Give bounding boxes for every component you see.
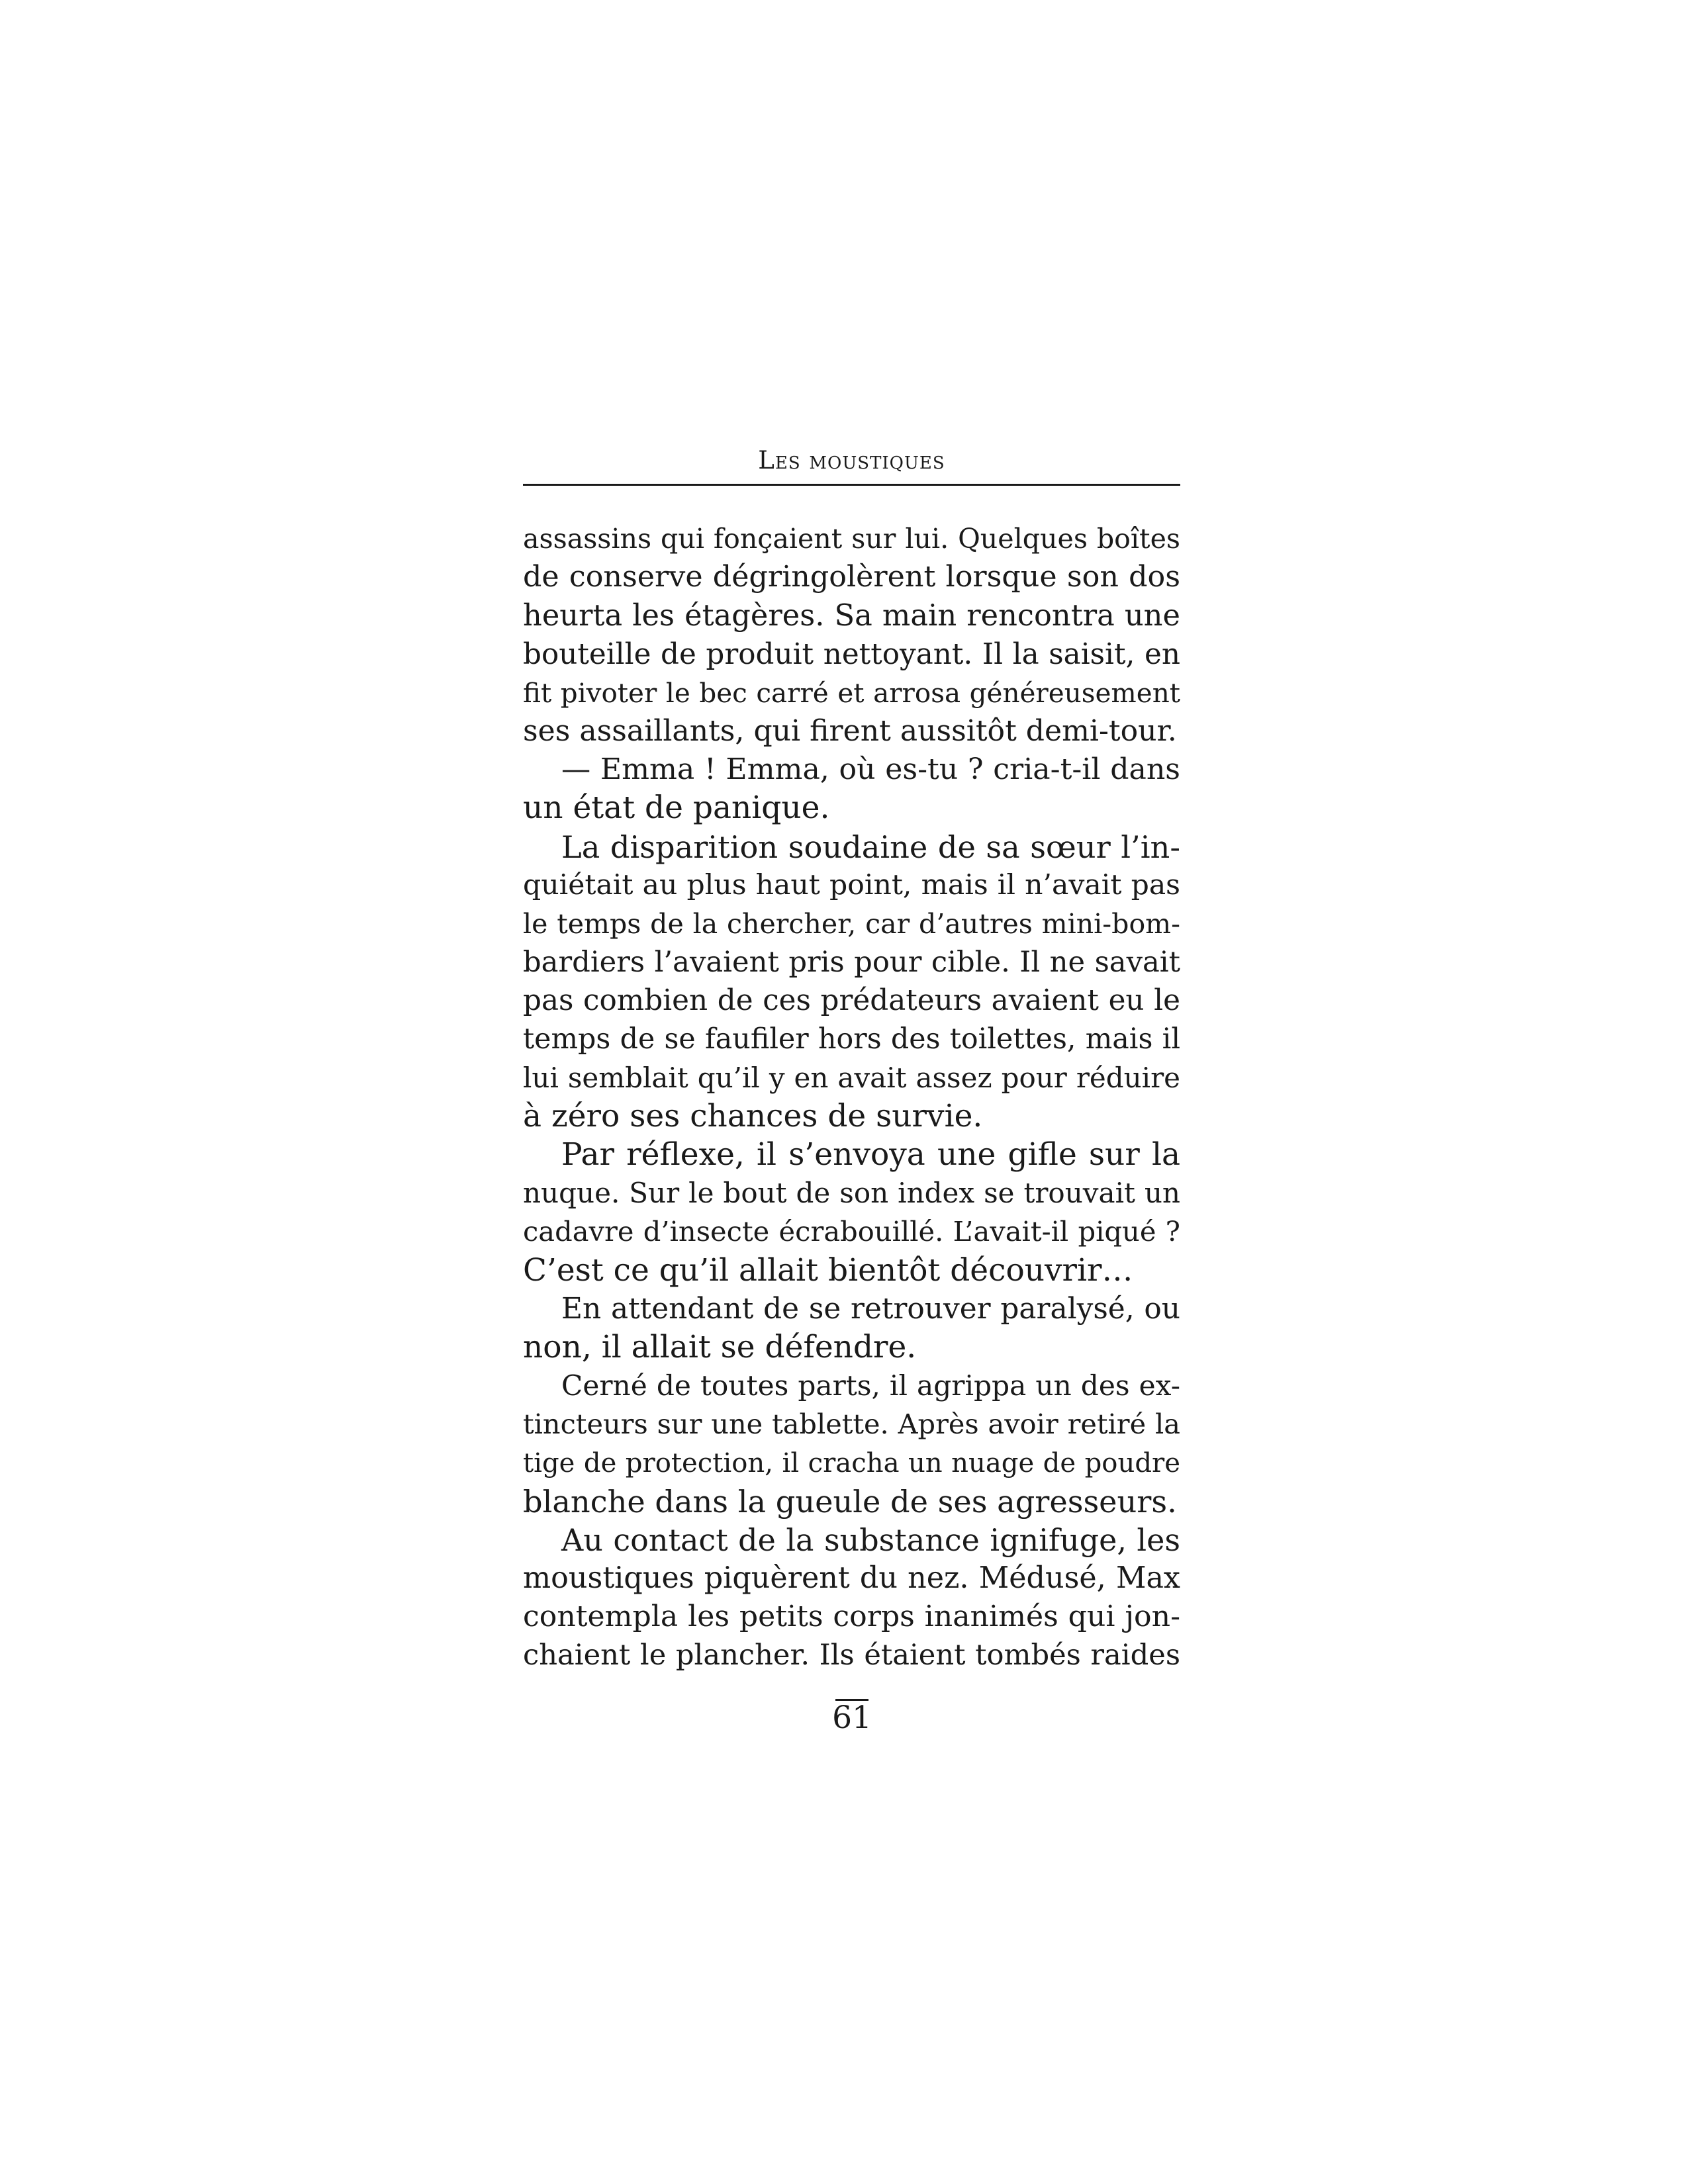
body-text: [523, 520, 1180, 1675]
header-rule: [523, 484, 1180, 486]
text-line: moustiques piquèrent du nez. Médusé, Max: [523, 1561, 1180, 1596]
text-line: ses assaillants, qui firent aussitôt demi-tour.: [523, 713, 1177, 748]
text-line: nuque. Sur le bout de son index se trouvait un: [523, 1177, 1180, 1210]
text-line: tige de protection, il cracha un nuage de poudre: [523, 1447, 1180, 1479]
text-line: un état de panique.: [523, 790, 830, 827]
text-line: — Emma ! Emma, où es-tu ? cria-t-il dans: [561, 752, 1180, 787]
text-line: Par réflexe, il s’envoya une gifle sur la: [561, 1136, 1180, 1173]
text-line: non, il allait se défendre.: [523, 1328, 917, 1365]
text-line: quiétait au plus haut point, mais il n’avait pas: [523, 868, 1180, 901]
text-line: fit pivoter le bec carré et arrosa généreusement: [523, 676, 1180, 709]
running-header: Les moustiques: [758, 446, 945, 475]
text-line: assassins qui fonçaient sur lui. Quelques boîtes: [523, 523, 1180, 555]
text-line: Cerné de toutes parts, il agrippa un des ex-: [561, 1369, 1180, 1402]
text-line: à zéro ses chances de survie.: [523, 1097, 983, 1134]
text-line: chaient le plancher. Ils étaient tombés raides: [523, 1639, 1180, 1672]
text-line: cadavre d’insecte écrabouillé. L’avait-il piqué ?: [523, 1215, 1180, 1248]
text-line: En attendant de se retrouver paralysé, ou: [561, 1291, 1180, 1326]
text-line: lui semblait qu’il y en avait assez pour réduire: [523, 1061, 1180, 1094]
text-line: bardiers l’avaient pris pour cible. Il ne savait: [523, 946, 1180, 979]
text-line: pas combien de ces prédateurs avaient eu le: [523, 983, 1180, 1018]
text-line: bouteille de produit nettoyant. Il la saisit, en: [523, 637, 1180, 671]
text-line: tincteurs sur une tablette. Après avoir retiré la: [523, 1408, 1180, 1441]
text-line: de conserve dégringolèrent lorsque son dos: [523, 560, 1180, 594]
text-line: contempla les petits corps inanimés qui jon-: [523, 1600, 1180, 1634]
text-line: Au contact de la substance ignifuge, les: [561, 1522, 1180, 1558]
text-line: C’est ce qu’il allait bientôt découvrir…: [523, 1251, 1133, 1289]
page-number: 61: [832, 1700, 872, 1736]
text-line: heurta les étagères. Sa main rencontra une: [523, 598, 1180, 633]
text-line: le temps de la chercher, car d’autres mini-bom-: [523, 907, 1180, 940]
text-line: La disparition soudaine de sa sœur l’in-: [561, 829, 1180, 865]
text-line: temps de se faufiler hors des toilettes, mais il: [523, 1023, 1180, 1056]
text-line: blanche dans la gueule de ses agresseurs.: [523, 1483, 1177, 1520]
